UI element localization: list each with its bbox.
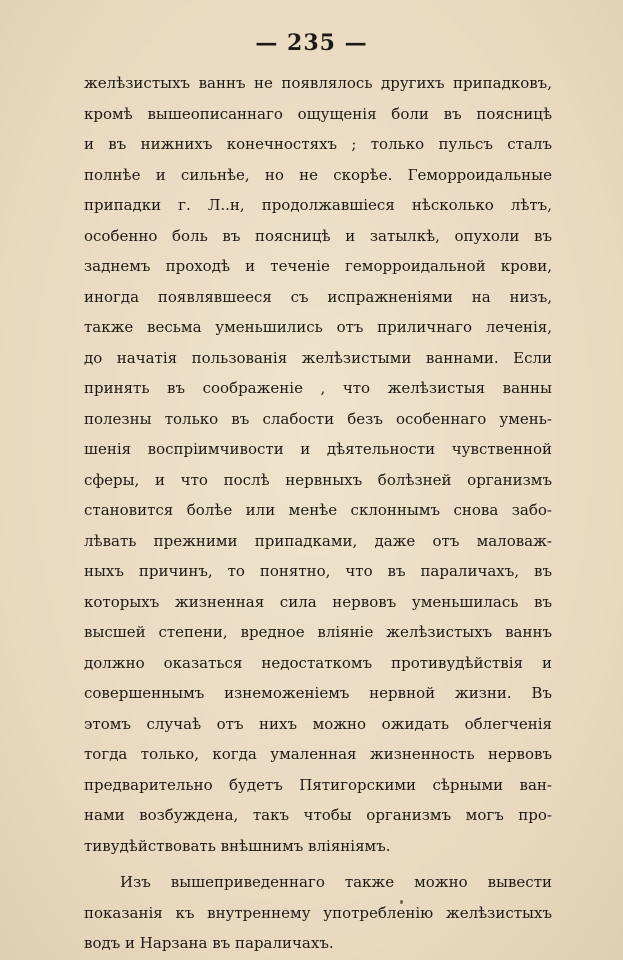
text-line: этомъ случаѣ отъ нихъ можно ожидать облегченія: [84, 714, 552, 733]
text-line: заднемъ проходѣ и теченіе геморроидальной крови,: [84, 257, 552, 275]
paragraph-1: [84, 68, 552, 861]
text-line: также весьма уменьшились отъ приличнаго леченія,: [84, 318, 552, 336]
text-line: особенно боль въ поясницѣ и затылкѣ, опухоли въ: [84, 226, 552, 245]
text-line: шенія воспріимчивости и дѣятельности чувственной: [84, 440, 552, 458]
text-line: тивудѣйствовать внѣшнимъ вліяніямъ.: [84, 836, 391, 855]
text-line: показанія къ внутреннему употребленію желѣзистыхъ: [84, 903, 552, 922]
text-line: ныхъ причинъ, то понятно, что въ параличахъ, въ: [84, 562, 552, 580]
text-line: кромѣ вышеописаннаго ощущенія боли въ поясницѣ: [84, 104, 552, 123]
paragraph-2: [84, 867, 552, 959]
text-line: иногда появлявшееся съ испражненіями на низъ,: [84, 287, 552, 306]
text-line: водъ и Нарзана въ параличахъ.: [84, 934, 334, 952]
text-line: и въ нижнихъ конечностяхъ ; только пульсъ сталъ: [84, 135, 552, 153]
body-text: [84, 68, 552, 959]
text-line: совершеннымъ изнеможеніемъ нервной жизни. Въ: [84, 684, 552, 702]
text-line: полнѣе и сильнѣе, но не скорѣе. Геморроидальные: [84, 165, 552, 184]
text-line: тогда только, когда умаленная жизненность нервовъ: [84, 745, 552, 763]
text-line: нами возбуждена, такъ чтобы организмъ могъ про-: [84, 806, 552, 824]
text-line: высшей степени, вредное вліяніе желѣзистыхъ ваннъ: [84, 623, 552, 641]
text-line: до начатія пользованія желѣзистыми ваннами. Если: [84, 348, 552, 367]
page-number: — 235 —: [255, 30, 368, 56]
text-line: желѣзистыхъ ваннъ не появлялось другихъ припадковъ,: [84, 74, 552, 92]
text-line: которыхъ жизненная сила нервовъ уменьшилась въ: [84, 592, 552, 611]
text-line: полезны только въ слабости безъ особеннаго умень-: [84, 409, 552, 428]
text-line: припадки г. Л..н, продолжавшіеся нѣсколько лѣтъ,: [84, 196, 552, 214]
ink-speck: [400, 900, 403, 904]
text-line: Изъ вышеприведеннаго также можно вывести: [120, 873, 552, 891]
text-line: принять въ соображеніе , что желѣзистыя ванны: [84, 379, 552, 397]
text-line: предварительно будетъ Пятигорскими сѣрными ван-: [84, 775, 552, 794]
text-line: сферы, и что послѣ нервныхъ болѣзней организмъ: [84, 470, 552, 489]
text-line: лѣвать прежними припадками, даже отъ маловаж-: [84, 531, 552, 550]
text-line: становится болѣе или менѣе склоннымъ снова забо-: [84, 501, 552, 519]
text-line: должно оказаться недостаткомъ противудѣйствія и: [84, 653, 552, 672]
